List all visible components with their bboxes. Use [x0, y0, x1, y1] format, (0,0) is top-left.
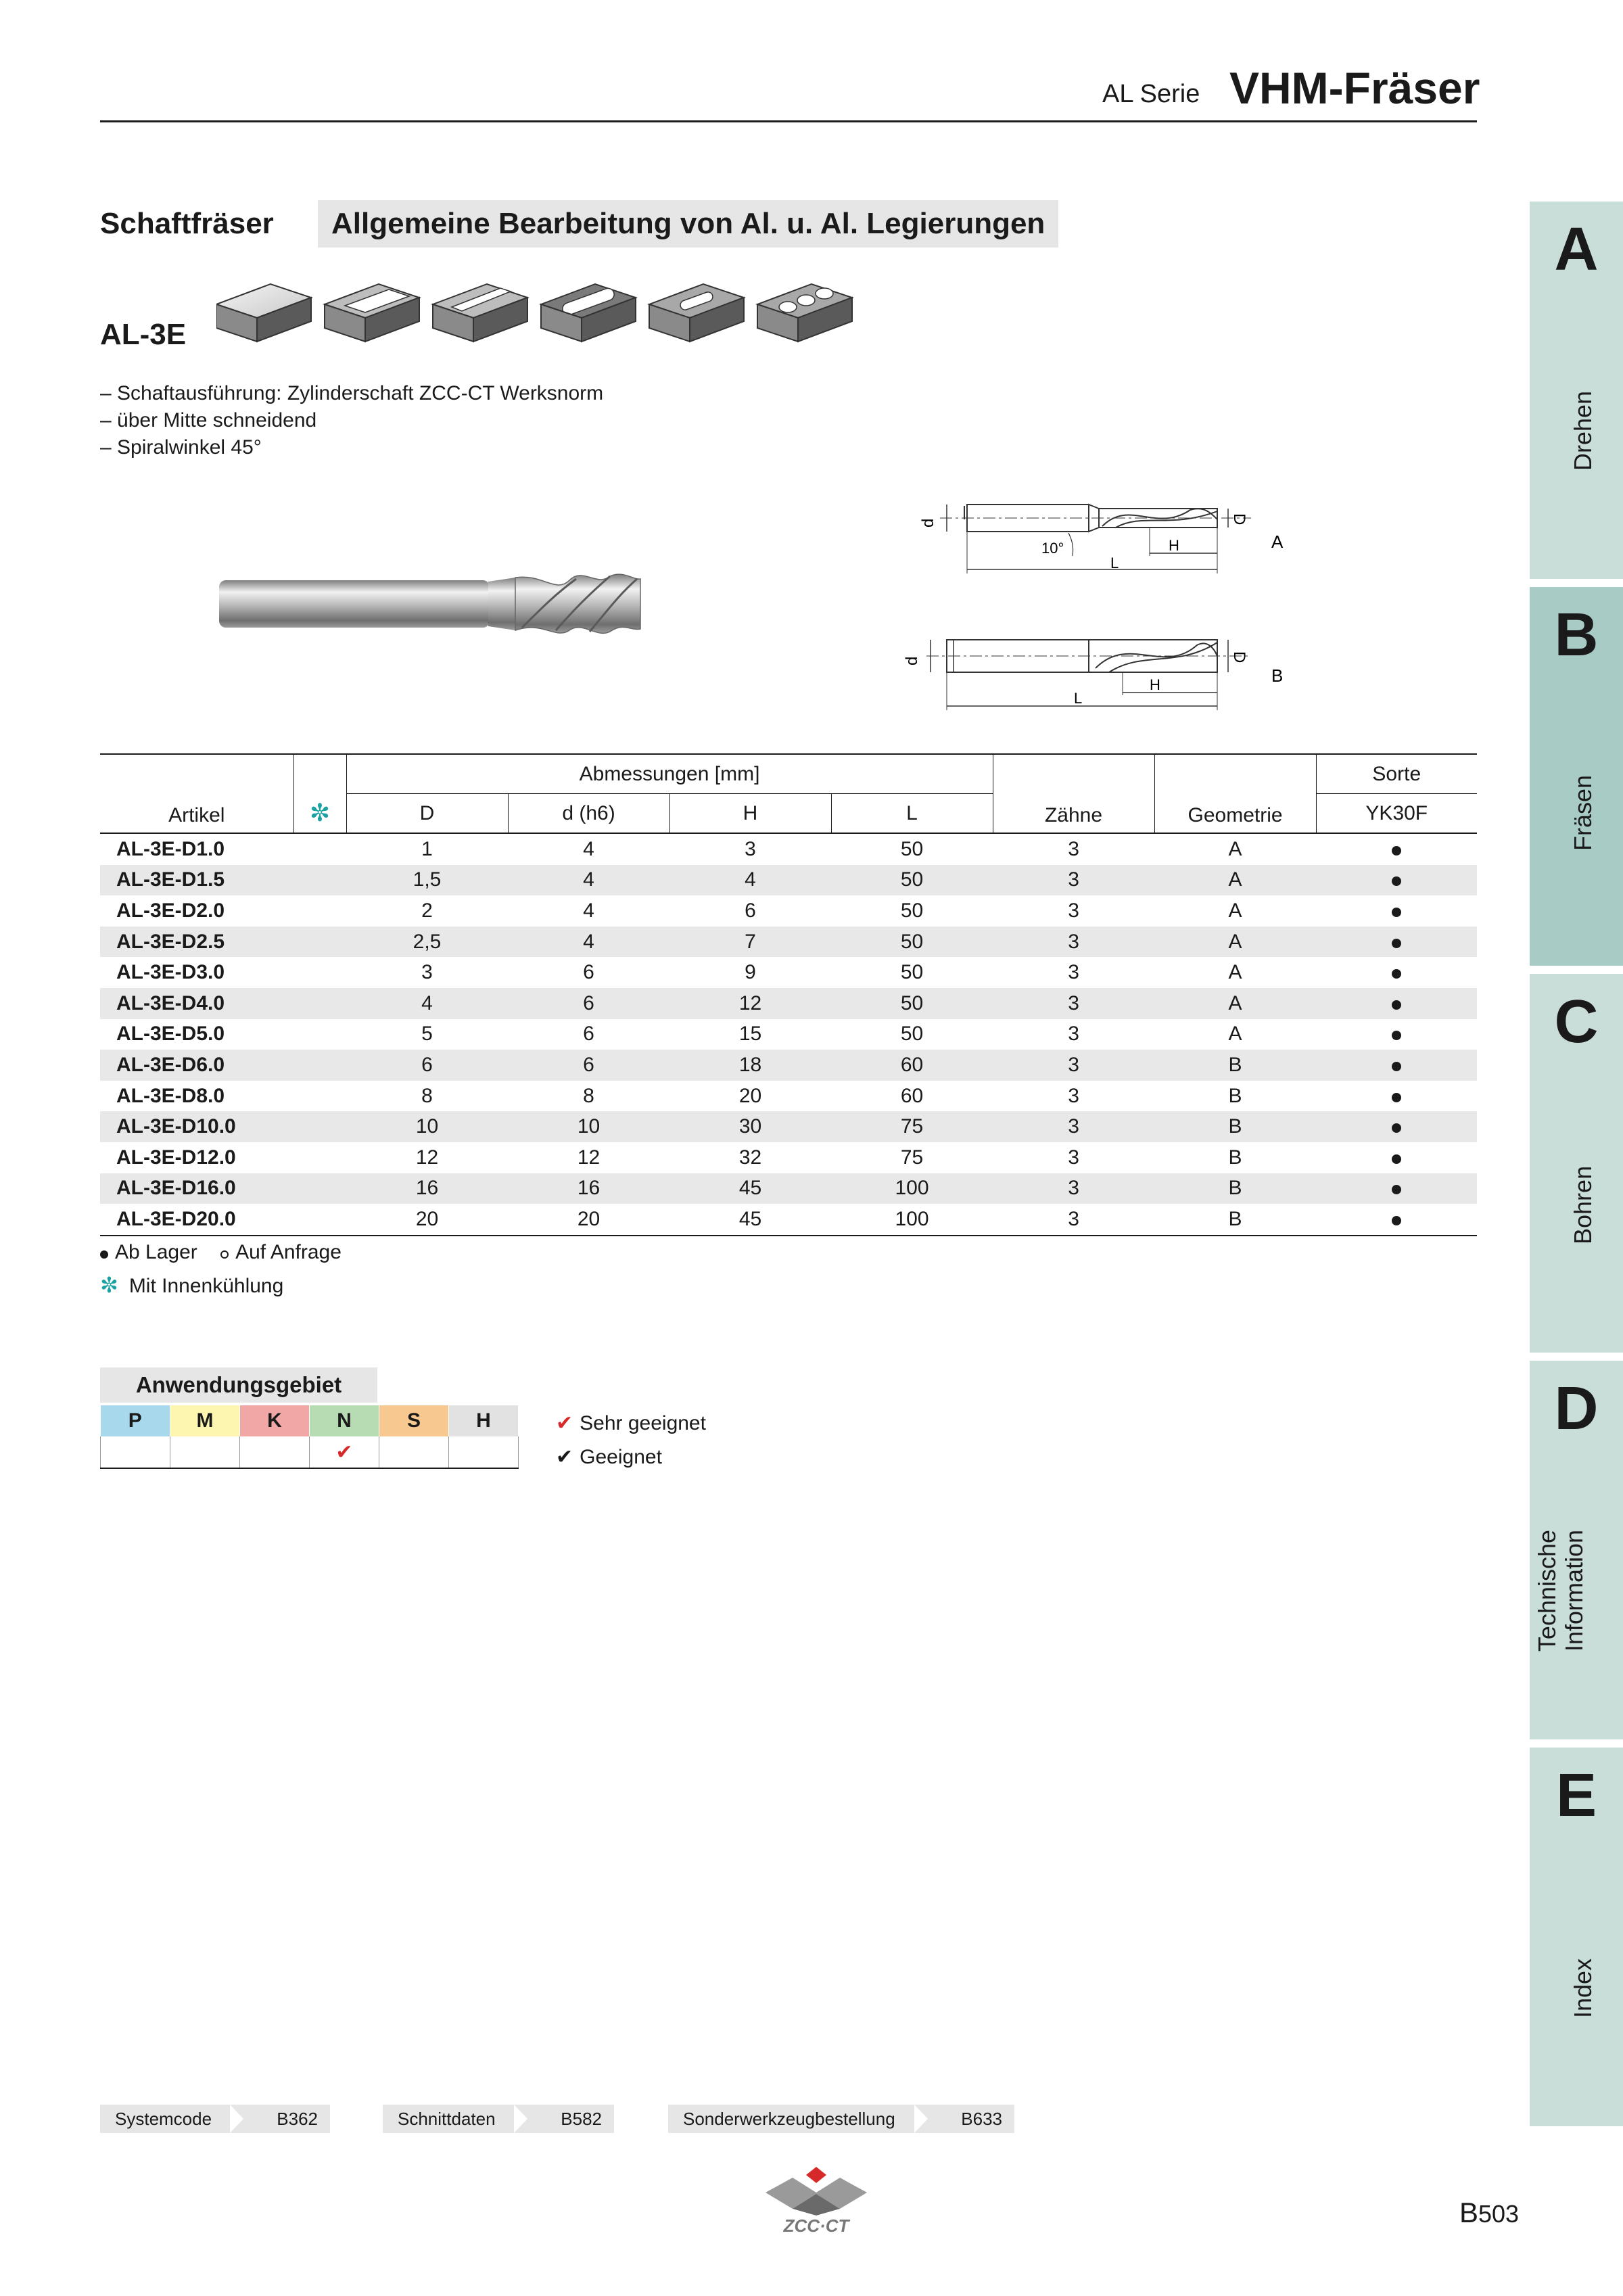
legend-coolant: ✼ Mit Innenkühlung [100, 1273, 284, 1297]
table-row [100, 1204, 1477, 1236]
cell-geometry: B [1154, 1050, 1316, 1081]
cell-D: 4 [346, 988, 508, 1019]
section-label: Schaftfräser [100, 207, 274, 240]
stock-dot [1316, 1173, 1477, 1204]
article-cell: AL-3E-D2.0 [116, 899, 225, 922]
cell-geometry: B [1154, 1111, 1316, 1142]
article-cell: AL-3E-D16.0 [100, 1173, 293, 1204]
cell-H: 15 [738, 1023, 762, 1046]
cell-teeth: 3 [993, 1204, 1154, 1236]
cell-L: 50 [900, 837, 924, 860]
cell-geometry: B [1228, 1146, 1242, 1169]
table-row [100, 834, 1477, 865]
cell-H: 32 [738, 1146, 762, 1169]
feature-item: – Schaftausführung: Zylinderschaft ZCC-CT Werksnorm [100, 382, 604, 404]
tab-fraesen[interactable] [1530, 587, 1623, 966]
stock-dot [1316, 895, 1477, 927]
tab-label: Index [1569, 1958, 1597, 2018]
chevron-right-icon [514, 2105, 527, 2133]
stock-dot [1316, 988, 1477, 1019]
tab-letter: A [1554, 216, 1599, 283]
cell-geometry: B [1228, 1084, 1242, 1107]
cell-d: 4 [508, 927, 669, 958]
table-row [100, 957, 1477, 988]
footer-link-page: B633 [961, 2109, 1002, 2129]
chevron-right-icon [914, 2105, 928, 2133]
cell-teeth: 3 [993, 1050, 1154, 1081]
cell-H: 45 [669, 1204, 831, 1236]
model-name: AL-3E [100, 318, 187, 351]
application-title: Anwendungsgebiet [100, 1367, 377, 1403]
diagram-a-d: d [919, 518, 937, 528]
suitability-H [449, 1436, 519, 1468]
col-header-D: D [346, 794, 508, 834]
cell-D: 10 [346, 1111, 508, 1142]
cell-H: 6 [745, 899, 756, 922]
zcc-ct-logo [759, 2161, 874, 2236]
table-row [100, 927, 1477, 958]
cell-H: 18 [669, 1050, 831, 1081]
suitability-N [310, 1436, 379, 1468]
footer-link-systemcode[interactable] [100, 2105, 330, 2133]
cell-d: 4 [508, 865, 669, 896]
legend-on-request: Auf Anfrage [220, 1236, 342, 1269]
cell-teeth: 3 [1068, 961, 1079, 984]
cell-teeth: 3 [993, 927, 1154, 958]
cell-d: 10 [508, 1111, 669, 1142]
application-table [100, 1405, 519, 1469]
tab-bohren[interactable] [1530, 974, 1623, 1353]
cell-L: 60 [831, 1050, 993, 1081]
tab-label: Drehen [1569, 390, 1597, 471]
article-cell: AL-3E-D12.0 [116, 1146, 236, 1169]
table-row [100, 895, 1477, 927]
cell-L: 60 [900, 1084, 924, 1107]
face-milling-icon [216, 284, 311, 342]
tab-letter: B [1554, 601, 1599, 669]
tab-label: Technische Information [1533, 1529, 1588, 1652]
cell-geometry: A [1228, 837, 1242, 860]
tab-drehen[interactable] [1530, 202, 1623, 579]
legend-suitable: Geeignet [580, 1446, 662, 1468]
footer-link-sonderwerkzeugbestellung[interactable] [668, 2105, 1014, 2133]
cell-geometry: A [1154, 927, 1316, 958]
slot-milling-icon [433, 284, 527, 342]
page-number: B503 [1459, 2197, 1520, 2228]
tab-label: Fräsen [1569, 774, 1597, 851]
cell-H: 3 [745, 837, 756, 860]
cell-geometry: A [1154, 988, 1316, 1019]
pocket-milling-icon [541, 284, 636, 342]
stock-dot [1316, 834, 1477, 865]
cell-H: 30 [669, 1111, 831, 1142]
diagram-a-D: D [1230, 513, 1248, 525]
col-header-geometry: Geometrie [1154, 754, 1316, 833]
cell-L: 50 [831, 988, 993, 1019]
cell-teeth: 3 [993, 1111, 1154, 1142]
diagram-b-L: L [1074, 690, 1083, 707]
page-title: VHM-Fräser [1229, 63, 1480, 113]
spec-table [100, 753, 1477, 1236]
table-row [100, 1081, 1477, 1112]
col-header-article: Artikel [100, 754, 293, 833]
cell-L: 100 [831, 1173, 993, 1204]
plunge-milling-icon [757, 284, 852, 342]
suitability-legend [556, 1407, 706, 1474]
material-K: K [240, 1405, 310, 1436]
article-cell: AL-3E-D20.0 [100, 1204, 293, 1236]
cell-teeth: 3 [1068, 899, 1079, 922]
col-header-grade: YK30F [1316, 794, 1477, 834]
very-suitable-check-icon: ✔ [556, 1412, 573, 1434]
cell-D: 6 [346, 1050, 508, 1081]
stock-dot [1316, 865, 1477, 896]
cell-H: 12 [669, 988, 831, 1019]
article-cell: AL-3E-D2.5 [100, 927, 293, 958]
cell-L: 50 [831, 927, 993, 958]
cell-D: 12 [415, 1146, 439, 1169]
col-header-teeth: Zähne [993, 754, 1154, 833]
suitability-P [101, 1436, 170, 1468]
cell-d: 6 [583, 961, 594, 984]
cell-teeth: 3 [1068, 1146, 1079, 1169]
cell-D: 2,5 [346, 927, 508, 958]
material-M: M [170, 1405, 240, 1436]
cell-L: 50 [900, 961, 924, 984]
footer-link-schnittdaten[interactable] [383, 2105, 614, 2133]
table-row [100, 1019, 1477, 1050]
stock-dot [1316, 1204, 1477, 1236]
series-label: AL Serie [1102, 80, 1200, 108]
cell-teeth: 3 [993, 1173, 1154, 1204]
cell-geometry: B [1154, 1204, 1316, 1236]
tab-index[interactable] [1530, 1748, 1623, 2126]
stock-dot [1316, 1050, 1477, 1081]
article-cell: AL-3E-D3.0 [116, 961, 225, 984]
cell-L: 50 [831, 865, 993, 896]
table-row [100, 1142, 1477, 1173]
cell-L: 50 [900, 899, 924, 922]
cell-D: 16 [346, 1173, 508, 1204]
cell-D: 20 [346, 1204, 508, 1236]
cell-geometry: A [1228, 961, 1242, 984]
feature-list [100, 380, 603, 461]
article-cell: AL-3E-D6.0 [100, 1050, 293, 1081]
diagram-b-label: B [1271, 665, 1284, 686]
geometry-diagram-b [899, 621, 1305, 722]
cell-H: 45 [669, 1173, 831, 1204]
cell-L: 75 [900, 1146, 924, 1169]
cell-D: 1,5 [346, 865, 508, 896]
section-banner: Allgemeine Bearbeitung von Al. u. Al. Legierungen [318, 200, 1058, 248]
cell-teeth: 3 [1068, 837, 1079, 860]
logo-text: ZCC·CT [783, 2216, 849, 2236]
diagram-b-D: D [1230, 651, 1248, 663]
very-suitable-check-icon: ✔ [335, 1440, 353, 1463]
geometry-diagram-a [899, 486, 1305, 587]
feature-item: – Spiralwinkel 45° [100, 436, 262, 459]
cell-d: 6 [508, 988, 669, 1019]
cell-D: 8 [421, 1084, 433, 1107]
cell-H: 20 [738, 1084, 762, 1107]
stock-dot [1316, 957, 1477, 988]
end-mill-image [218, 567, 644, 641]
material-N: N [310, 1405, 379, 1436]
tab-letter: D [1554, 1375, 1599, 1443]
cell-geometry: A [1228, 899, 1242, 922]
footer-link-label: Schnittdaten [398, 2109, 496, 2129]
table-row [100, 1111, 1477, 1142]
cell-H: 7 [669, 927, 831, 958]
article-cell: AL-3E-D1.0 [116, 837, 225, 860]
stock-dot [1316, 1142, 1477, 1173]
keyway-milling-icon [649, 284, 744, 342]
table-row [100, 1050, 1477, 1081]
chevron-right-icon [230, 2105, 243, 2133]
cell-d: 6 [508, 1050, 669, 1081]
diagram-a-angle: 10° [1041, 540, 1064, 557]
diagram-a-label: A [1271, 532, 1284, 552]
material-P: P [101, 1405, 170, 1436]
article-cell: AL-3E-D10.0 [100, 1111, 293, 1142]
cell-D: 5 [421, 1023, 433, 1046]
diagram-b-d: d [903, 656, 921, 665]
suitability-K [240, 1436, 310, 1468]
diagram-a-L: L [1110, 555, 1119, 571]
cell-D: 3 [421, 961, 433, 984]
col-header-L: L [831, 794, 993, 834]
cell-L: 50 [900, 1023, 924, 1046]
feature-item: – über Mitte schneidend [100, 409, 317, 431]
cell-L: 75 [831, 1111, 993, 1142]
cell-d: 12 [577, 1146, 601, 1169]
group-header-dimensions: Abmessungen [mm] [346, 754, 993, 794]
stock-dot [1316, 1081, 1477, 1112]
footer-link-page: B582 [561, 2109, 602, 2129]
cell-D: 1 [421, 837, 433, 860]
cell-H: 4 [669, 865, 831, 896]
cell-geometry: B [1154, 1173, 1316, 1204]
cell-d: 20 [508, 1204, 669, 1236]
suitability-S [379, 1436, 449, 1468]
table-row [100, 1173, 1477, 1204]
cell-D: 2 [421, 899, 433, 922]
article-cell: AL-3E-D8.0 [116, 1084, 225, 1107]
diagram-b-H: H [1150, 676, 1160, 693]
article-cell: AL-3E-D4.0 [100, 988, 293, 1019]
shoulder-milling-icon [325, 284, 419, 342]
coolant-icon: ✼ [100, 1273, 118, 1297]
coolant-icon: ✼ [293, 754, 346, 833]
table-row [100, 865, 1477, 896]
header-divider [100, 120, 1477, 122]
stock-dot [1316, 1111, 1477, 1142]
tab-letter: C [1554, 988, 1599, 1056]
cell-d: 8 [583, 1084, 594, 1107]
material-H: H [449, 1405, 519, 1436]
table-legend [100, 1236, 359, 1303]
cell-H: 9 [745, 961, 756, 984]
footer-link-page: B362 [277, 2109, 318, 2129]
cell-geometry: A [1154, 865, 1316, 896]
tab-letter: E [1555, 1762, 1597, 1829]
tab-technische-information[interactable] [1530, 1361, 1623, 1739]
table-row [100, 988, 1477, 1019]
suitability-M [170, 1436, 240, 1468]
footer-link-label: Sonderwerkzeugbestellung [683, 2109, 895, 2129]
cell-d: 6 [583, 1023, 594, 1046]
legend-in-stock: Ab Lager [100, 1236, 197, 1269]
col-header-H: H [669, 794, 831, 834]
cell-teeth: 3 [1068, 1084, 1079, 1107]
cell-d: 4 [583, 899, 594, 922]
footer-link-label: Systemcode [115, 2109, 212, 2129]
article-cell: AL-3E-D5.0 [116, 1023, 225, 1046]
cell-d: 16 [508, 1173, 669, 1204]
cell-teeth: 3 [993, 865, 1154, 896]
cell-geometry: A [1228, 1023, 1242, 1046]
col-header-d: d (h6) [508, 794, 669, 834]
stock-dot [1316, 927, 1477, 958]
article-cell: AL-3E-D1.5 [100, 865, 293, 896]
cell-L: 100 [831, 1204, 993, 1236]
cell-teeth: 3 [993, 988, 1154, 1019]
tab-label: Bohren [1569, 1165, 1597, 1244]
machining-operation-icons [216, 271, 859, 352]
legend-very-suitable: Sehr geeignet [580, 1412, 706, 1434]
diagram-a-H: H [1169, 537, 1179, 554]
material-S: S [379, 1405, 449, 1436]
cell-d: 4 [583, 837, 594, 860]
group-header-grade: Sorte [1316, 754, 1477, 794]
cell-teeth: 3 [1068, 1023, 1079, 1046]
suitable-check-icon: ✔ [556, 1446, 573, 1468]
stock-dot [1316, 1019, 1477, 1050]
